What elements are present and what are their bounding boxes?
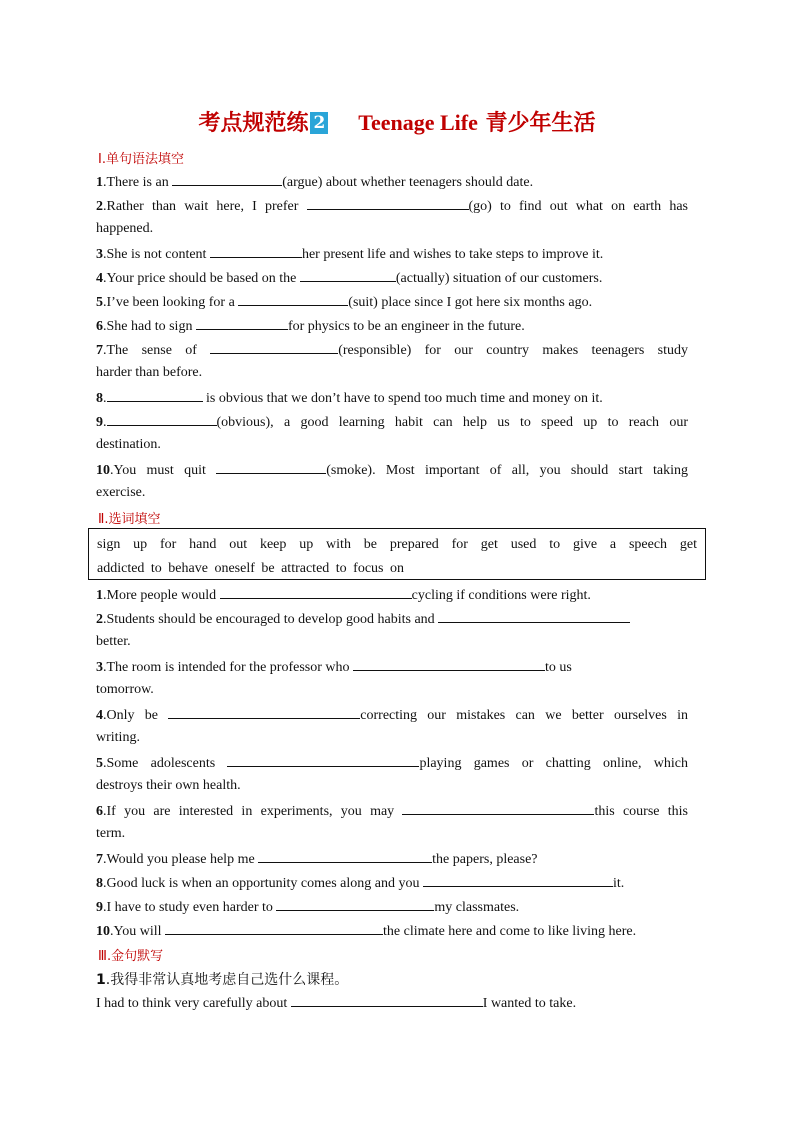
question-1-4: 4.Your price should be based on the (actually) situation of our customers. (96, 268, 688, 287)
answer-blank[interactable] (216, 460, 326, 474)
question-1-10-cont: exercise. (96, 485, 146, 500)
question-2-5-cont: destroys their own health. (96, 778, 241, 793)
page-title (0, 106, 794, 137)
answer-blank[interactable] (353, 657, 545, 671)
question-1-9-cont: destination. (96, 437, 161, 452)
question-1-7-cont: harder than before. (96, 365, 203, 380)
answer-blank[interactable] (210, 340, 338, 354)
section-heading-3: Ⅲ.金句默写 (98, 949, 164, 964)
question-2-1: 1.More people would cycling if conditions were right. (96, 585, 688, 604)
answer-blank[interactable] (423, 873, 613, 887)
question-2-10: 10.You will the climate here and come to like living here. (96, 921, 688, 940)
question-2-9: 9.I have to study even harder to my classmates. (96, 897, 688, 916)
answer-blank[interactable] (227, 753, 419, 767)
section-heading-1: Ⅰ.单句语法填空 (98, 152, 184, 167)
answer-blank[interactable] (220, 585, 412, 599)
question-1-9: 9. (obvious), a good learning habit can help us to speed up to reach our (96, 412, 688, 431)
question-2-4-cont: writing. (96, 730, 140, 745)
question-2-3-cont: tomorrow. (96, 682, 154, 697)
question-2-2: 2.Students should be encouraged to develop good habits and (96, 609, 688, 628)
question-3-1-chinese: 1.我得非常认真地考虑自己选什么课程。 (96, 972, 349, 988)
answer-blank[interactable] (402, 801, 594, 815)
question-1-3: 3.She is not content her present life and wishes to take steps to improve it. (96, 244, 688, 263)
question-1-7: 7.The sense of (responsible) for our country makes teenagers study (96, 340, 688, 359)
answer-blank[interactable] (107, 412, 217, 426)
question-1-10: 10.You must quit (smoke). Most important of all, you should start taking (96, 460, 688, 479)
question-2-3: 3.The room is intended for the professor who to us (96, 657, 688, 676)
question-3-1: I had to think very carefully about I wanted to take. (96, 993, 688, 1012)
answer-blank[interactable] (307, 196, 469, 210)
question-2-2-cont: better. (96, 634, 131, 649)
answer-blank[interactable] (165, 921, 383, 935)
answer-blank[interactable] (172, 172, 282, 186)
word-bank-row-1: sign up for hand out keep up with be prepared for get used to give a speech get (97, 537, 697, 552)
question-2-4: 4.Only be correcting our mistakes can we better ourselves in (96, 705, 688, 724)
lesson-number-badge: 2 (310, 112, 328, 134)
answer-blank[interactable] (438, 609, 630, 623)
section-heading-2: Ⅱ.选词填空 (98, 512, 161, 527)
question-2-5: 5.Some adolescents playing games or chatting online, which (96, 753, 688, 772)
answer-blank[interactable] (291, 993, 483, 1007)
answer-blank[interactable] (276, 897, 434, 911)
question-1-5: 5.I’ve been looking for a (suit) place since I got here six months ago. (96, 292, 688, 311)
question-1-8: 8. is obvious that we don’t have to spend too much time and money on it. (96, 388, 688, 407)
answer-blank[interactable] (196, 316, 288, 330)
answer-blank[interactable] (300, 268, 396, 282)
title-left: 考点规范练 (198, 110, 309, 136)
word-bank-row-2: addicted to behave oneself be attracted to focus on (97, 561, 404, 576)
question-2-8: 8.Good luck is when an opportunity comes along and you it. (96, 873, 688, 892)
question-1-2: 2.Rather than wait here, I prefer (go) to find out what on earth has (96, 196, 688, 215)
question-2-6: 6.If you are interested in experiments, you may this course this (96, 801, 688, 820)
question-2-6-cont: term. (96, 826, 126, 841)
answer-blank[interactable] (238, 292, 348, 306)
title-english: Teenage Life (358, 110, 478, 135)
answer-blank[interactable] (210, 244, 302, 258)
question-2-7: 7.Would you please help me the papers, please? (96, 849, 688, 868)
title-right: 青少年生活 (485, 110, 596, 136)
answer-blank[interactable] (258, 849, 432, 863)
question-1-1: 1.There is an (argue) about whether teenagers should date. (96, 172, 688, 191)
word-bank-box (88, 528, 706, 580)
question-1-2-cont: happened. (96, 221, 154, 236)
question-1-6: 6.She had to sign for physics to be an engineer in the future. (96, 316, 688, 335)
answer-blank[interactable] (107, 388, 203, 402)
answer-blank[interactable] (168, 705, 360, 719)
